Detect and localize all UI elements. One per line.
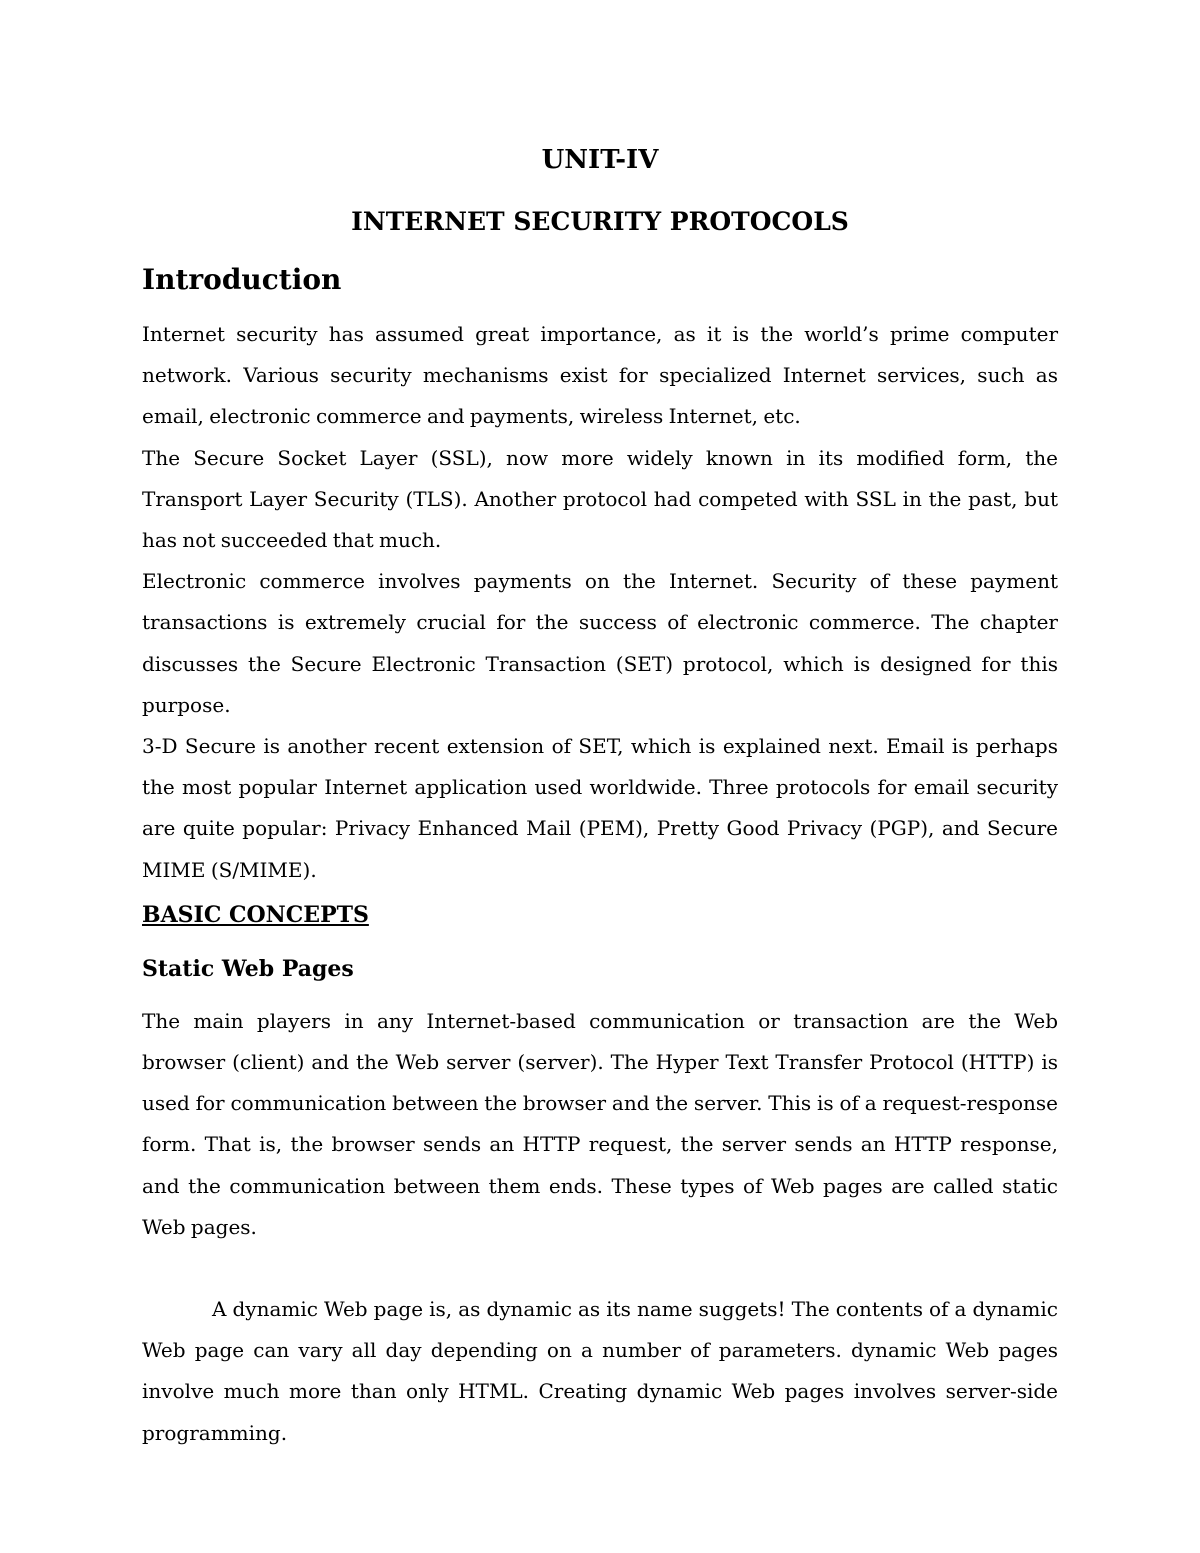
basic-concepts-heading: BASIC CONCEPTS	[142, 901, 369, 928]
intro-paragraph-2: The Secure Socket Layer (SSL), now more widely known in its modified form, the Transport Layer Security (TLS). Another protocol had competed with SSL in the past, but has not succeeded that much.	[142, 445, 1058, 553]
static-web-pages-paragraph: The main players in any Internet-based communication or transaction are the Web browser (client) and the Web server (server). The Hyper Text Transfer Protocol (HTTP) is used for communication between the browser and the server. This is of a request-response form. That is, the browser sends an HTTP request, the server sends an HTTP response, and the communication between them ends. These types of Web pages are called static Web pages.	[142, 1008, 1058, 1239]
static-web-pages-heading: Static Web Pages	[142, 955, 354, 982]
introduction-heading: Introduction	[142, 263, 342, 296]
intro-paragraph-3: Electronic commerce involves payments on the Internet. Security of these payment transactions is extremely crucial for the success of electronic commerce. The chapter discusses the Secure Electronic Transaction (SET) protocol, which is designed for this purpose.	[142, 569, 1058, 717]
intro-paragraph-1: Internet security has assumed great importance, as it is the world’s prime computer network. Various security mechanisms exist for specialized Internet services, such as email, electronic commerce and payments, wireless Internet, etc.	[142, 322, 1058, 429]
paragraph-spacer	[142, 1248, 1058, 1289]
main-title: INTERNET SECURITY PROTOCOLS	[351, 207, 849, 236]
unit-title: UNIT-IV	[541, 145, 659, 175]
dynamic-web-pages-paragraph: A dynamic Web page is, as dynamic as its name suggets! The contents of a dynamic Web page can vary all day depending on a number of parameters. dynamic Web pages involve much more than only HTML. Creating dynamic Web pages involves server-side programming.	[142, 1297, 1058, 1445]
intro-paragraph-4: 3-D Secure is another recent extension of SET, which is explained next. Email is perhaps the most popular Internet application used worldwide. Three protocols for email security are quite popular: Privacy Enhanced Mail (PEM), Pretty Good Privacy (PGP), and Secure MIME (S/MIME).	[142, 734, 1058, 882]
document-page	[142, 140, 1058, 1454]
